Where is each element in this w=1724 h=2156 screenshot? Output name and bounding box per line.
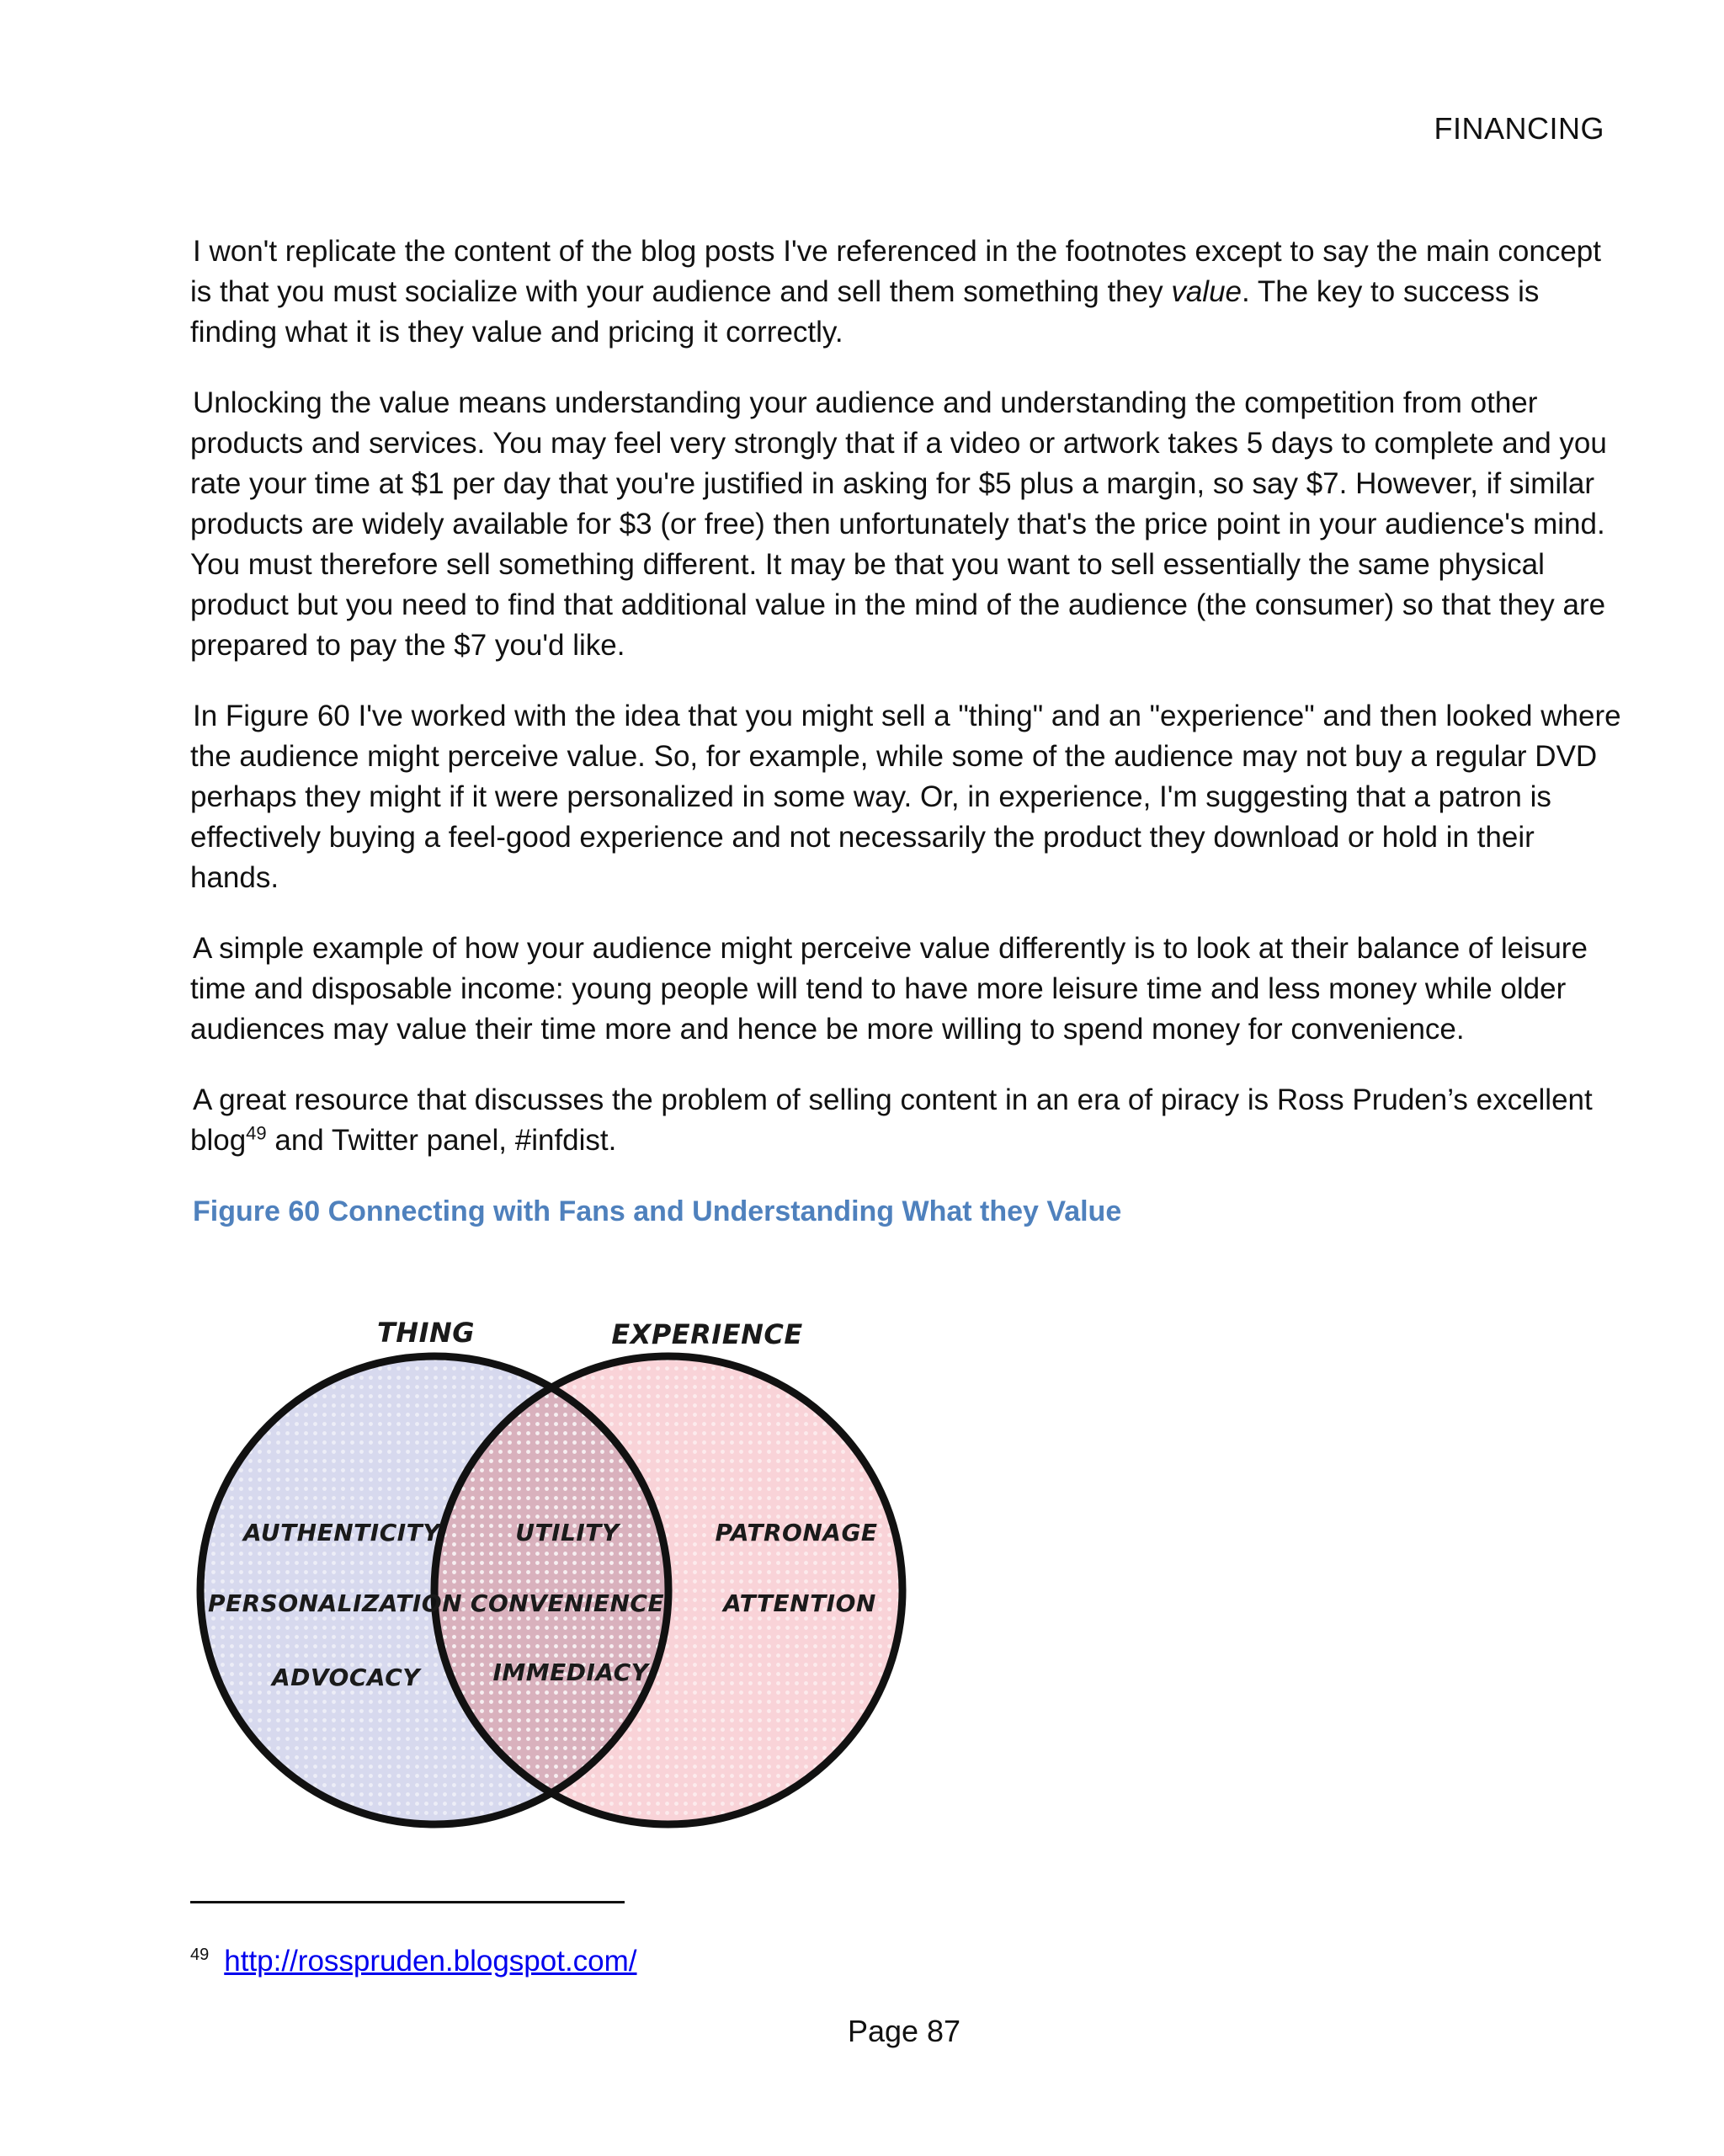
body-text	[190, 232, 1630, 1262]
venn-label-patronage: PATRONAGE	[715, 1519, 878, 1546]
page-number: Page 87	[847, 2014, 961, 2048]
venn-label-authenticity: AUTHENTICITY	[242, 1519, 441, 1546]
venn-svg	[190, 1290, 948, 1854]
venn-diagram	[190, 1290, 948, 1854]
figure-caption: Figure 60 Connecting with Fans and Understanding What they Value	[193, 1195, 1122, 1227]
paragraph-1-text-end: . The key to success is finding what it is they value and pricing it correctly.	[190, 275, 1540, 349]
paragraph-1-emphasis: value	[1171, 275, 1242, 308]
paragraph-2: Unlocking the value means understanding your audience and understanding the competition from other products and services. You may feel very strongly that if a video or artwork takes 5 days to complete and you rate your time at $1 per day that you're justified in asking for $5 plus a margin, so say $7. However, if similar products are widely available for $3 (or free) then unfortunately that's the price point in your audience's mind. You must therefore sell something different. It may be that you want to sell essentially the same physical product but you need to find that additional value in the mind of the audience (the consumer) so that they are prepared to pay the $7 you'd like.	[190, 386, 1607, 662]
venn-label-utility: UTILITY	[515, 1519, 620, 1546]
venn-label-immediacy: IMMEDIACY	[492, 1658, 649, 1686]
paragraph-1	[190, 232, 1630, 353]
paragraph-1-text: I won't replicate the content of the blog posts I've referenced in the footnotes except to say the main concept is that you must socialize with your audience and sell them something they	[190, 235, 1601, 308]
footnote-number: 49	[190, 1946, 210, 1965]
paragraph-5-text-end: and Twitter panel, #infdist.	[266, 1124, 617, 1157]
footnote-link[interactable]: http://rosspruden.blogspot.com/	[224, 1945, 637, 1978]
paragraph-5-text: A great resource that discusses the problem of selling content in an era of piracy is Ross Pruden’s excellent blog	[190, 1083, 1593, 1157]
venn-label-attention: ATTENTION	[723, 1589, 876, 1617]
paragraph-3: In Figure 60 I've worked with the idea that you might sell a "thing" and an "experience" and then looked where the audience might perceive value. So, for example, while some of the audience may not buy a regular DVD perhaps they might if it were personalized in some way. Or, in experience, I'm suggesting that a patron is effectively buying a feel-good experience and not necessarily the product they download or hold in their hands.	[190, 700, 1621, 894]
venn-label-convenience: CONVENIENCE	[470, 1589, 665, 1617]
footnote-reference[interactable]: 49	[246, 1122, 267, 1144]
venn-label-personalization: PERSONALIZATION	[207, 1589, 463, 1617]
footnote-separator	[190, 1901, 625, 1903]
paragraph-5	[190, 1080, 1630, 1161]
running-head: FINANCING	[1434, 111, 1604, 146]
venn-title-experience: EXPERIENCE	[611, 1318, 803, 1350]
footnote	[190, 1945, 637, 1978]
paragraph-4: A simple example of how your audience might perceive value differently is to look at their balance of leisure time and disposable income: young people will tend to have more leisure time and less money while older audiences may value their time more and hence be more willing to spend money for convenience.	[190, 932, 1588, 1046]
venn-label-advocacy: ADVOCACY	[271, 1664, 421, 1691]
venn-title-thing: THING	[376, 1317, 476, 1349]
